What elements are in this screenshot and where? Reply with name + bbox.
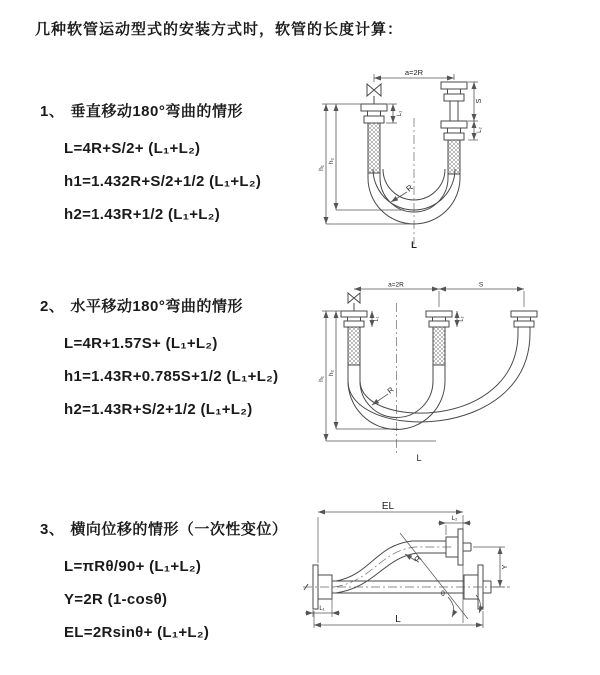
- dim-label-r: R: [404, 182, 415, 194]
- dim-label-s: S: [478, 281, 484, 289]
- section-1: [40, 102, 330, 231]
- dim-label-length: L: [395, 614, 401, 625]
- dim-label-a: a=2R: [404, 68, 424, 77]
- braided-hose: [368, 123, 380, 173]
- dim-l: [314, 611, 483, 628]
- dim-l2: [438, 516, 471, 535]
- dim-label-l2: L₂: [459, 316, 465, 322]
- dim-label-l1: L₁: [397, 110, 403, 117]
- dim-label-length: L: [411, 240, 417, 251]
- right-lower-flange: [441, 121, 467, 140]
- section-2-number: 2、: [40, 298, 65, 315]
- radius-callout: [372, 385, 396, 405]
- formula: Y=2R (1-cosθ): [64, 591, 168, 608]
- dim-s: [439, 282, 524, 308]
- section-2-title: 水平移动180°弯曲的情形: [70, 298, 243, 315]
- dim-label-h1: h₁: [318, 165, 325, 171]
- dim-l1: [372, 311, 380, 327]
- dim-label-l2: L₂: [451, 516, 458, 522]
- dim-label-s: S: [476, 98, 483, 104]
- section-3-formulas: [64, 550, 330, 649]
- pipe: [518, 327, 530, 333]
- radius-callout: [405, 554, 423, 564]
- section-1-formulas: [64, 132, 330, 231]
- dim-label-l2: L₂: [477, 127, 483, 133]
- braided-hose: [433, 327, 445, 365]
- diagram-lateral-displacement: [300, 497, 600, 652]
- valve-icon: [348, 293, 360, 311]
- formula: L=4R+S/2+ (L₁+L₂): [64, 140, 201, 157]
- formula: L=4R+1.57S+ (L₁+L₂): [64, 335, 218, 352]
- braided-hose: [448, 140, 460, 174]
- braided-hose: [348, 327, 360, 365]
- formula: h1=1.43R+0.785S+1/2 (L₁+L₂): [64, 368, 279, 385]
- dim-label-r: R: [385, 385, 396, 396]
- dim-label-r: R: [412, 554, 424, 565]
- section-2-heading: [40, 297, 330, 317]
- dim-s: [468, 82, 483, 121]
- valve-icon: [367, 84, 381, 104]
- center-flange: [426, 311, 452, 327]
- dim-label-a: a=2R: [388, 281, 404, 289]
- dim-l1: [386, 104, 403, 123]
- section-3-heading: [40, 520, 330, 540]
- section-1-heading: [40, 102, 330, 122]
- diagram-horizontal-180-bend: [314, 281, 594, 467]
- dim-label-l1: L₁: [374, 316, 380, 322]
- dim-label-length: L: [416, 453, 422, 463]
- right-flange: [511, 311, 537, 327]
- dim-el: [318, 501, 463, 563]
- dim-h2: [328, 311, 398, 429]
- formula: EL=2Rsinθ+ (L₁+L₂): [64, 624, 210, 641]
- formula: h2=1.43R+1/2 (L₁+L₂): [64, 206, 221, 223]
- angle-theta: [400, 533, 480, 619]
- dim-label-y: Y: [502, 564, 509, 570]
- diagram-vertical-180-bend: [312, 66, 597, 254]
- left-flange: [361, 104, 387, 123]
- section-2: [40, 297, 330, 426]
- dim-l2: [457, 311, 465, 327]
- section-3-number: 3、: [40, 521, 65, 538]
- dim-label-h2: h₂: [328, 369, 335, 377]
- hose-curved: [334, 541, 452, 593]
- dim-label-el: EL: [381, 501, 395, 512]
- page-title: 几种软管运动型式的安装方式时，软管的长度计算：: [35, 21, 404, 38]
- left-flange: [341, 311, 367, 327]
- formula: L=πRθ/90+ (L₁+L₂): [64, 558, 202, 575]
- dim-a-2r: [374, 68, 454, 82]
- formula: h1=1.432R+S/2+1/2 (L₁+L₂): [64, 173, 262, 190]
- right-upper-flange: [441, 82, 467, 101]
- section-1-number: 1、: [40, 103, 65, 120]
- dim-label-l1: L₁: [319, 606, 325, 612]
- dim-label-h2: h₂: [328, 157, 335, 165]
- section-3-title: 横向位移的情形（一次性变位）: [70, 521, 288, 538]
- formula: h2=1.43R+S/2+1/2 (L₁+L₂): [64, 401, 253, 418]
- dim-label-h1: h₁: [318, 376, 325, 382]
- dim-l2: [468, 121, 483, 140]
- section-1-title: 垂直移动180°弯曲的情形: [70, 103, 243, 120]
- dim-a-2r: [354, 282, 439, 290]
- section-3: [40, 520, 330, 649]
- dim-label-theta: θ: [441, 591, 445, 598]
- pipe: [450, 101, 458, 121]
- radius-callout: [391, 183, 415, 202]
- section-2-formulas: [64, 327, 330, 426]
